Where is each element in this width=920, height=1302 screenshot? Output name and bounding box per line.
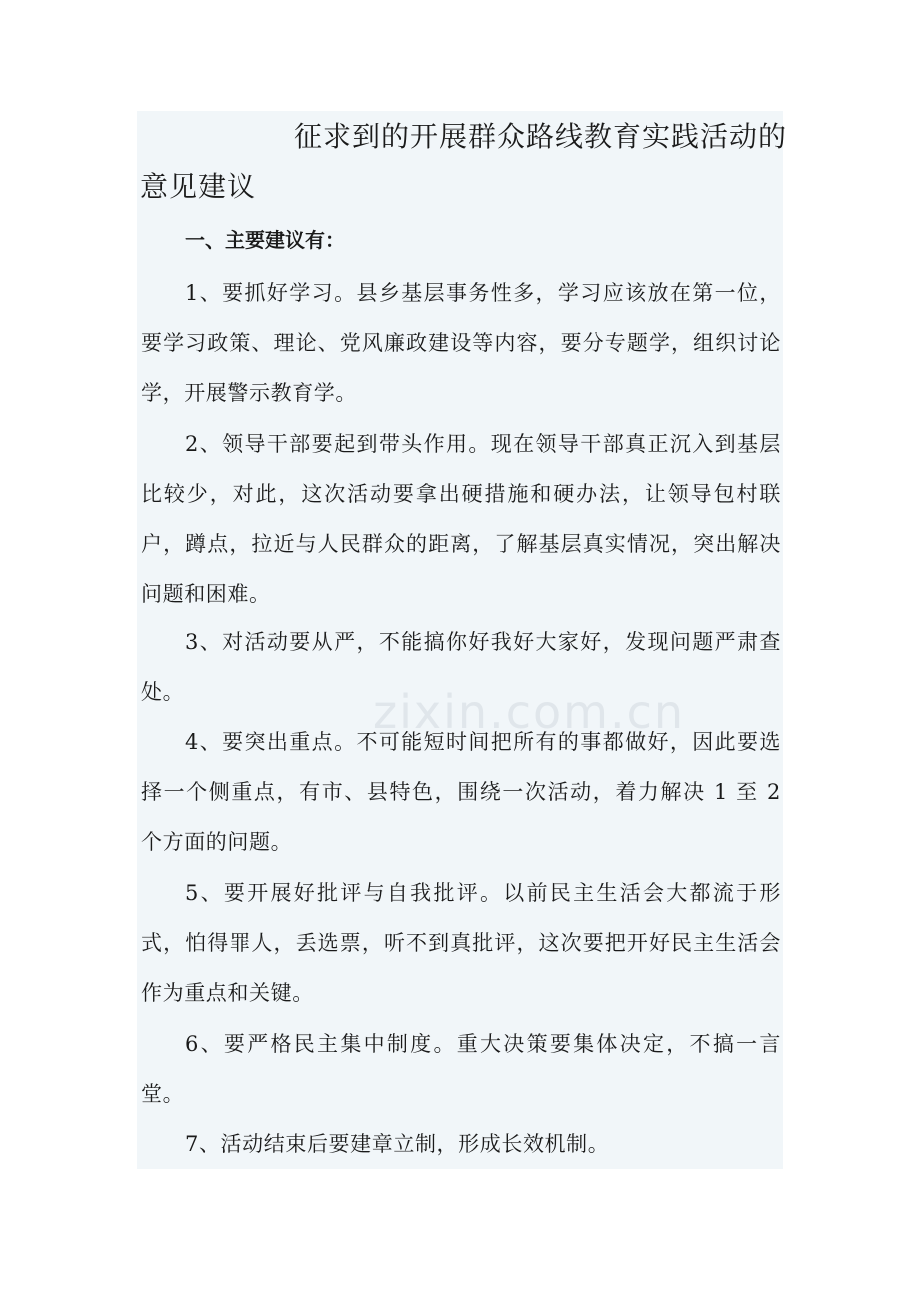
section-heading: 一、主要建议有： xyxy=(185,228,345,252)
watermark-text: zixin.com.cn xyxy=(373,685,686,739)
suggestion-paragraph-5: 5、要开展好批评与自我批评。以前民主生活会大都流于形式，怕得罪人，丢选票，听不到真批评，这次要把开好民主生活会作为重点和关键。 xyxy=(141,881,781,1005)
document-title-line-1: 征求到的开展群众路线教育实践活动的 xyxy=(294,120,788,153)
suggestion-paragraph-6: 6、要严格民主集中制度。重大决策要集体决定，不搞一言堂。 xyxy=(141,1032,781,1106)
suggestion-paragraph-1: 1、要抓好学习。县乡基层事务性多，学习应该放在第一位，要学习政策、理论、党风廉政建设等内容，要分专题学，组织讨论学，开展警示教育学。 xyxy=(141,281,781,405)
suggestion-paragraph-3: 3、对活动要从严，不能搞你好我好大家好，发现问题严肃查处。 xyxy=(141,630,781,704)
suggestion-paragraph-4: 4、要突出重点。不可能短时间把所有的事都做好，因此要选择一个侧重点，有市、县特色，围绕一次活动，着力解决 1 至 2 个方面的问题。 xyxy=(141,730,781,854)
suggestion-paragraph-2: 2、领导干部要起到带头作用。现在领导干部真正沉入到基层比较少，对此，这次活动要拿出硬措施和硬办法，让领导包村联户，蹲点，拉近与人民群众的距离，了解基层真实情况，突出解决问题和困难。 xyxy=(141,432,781,606)
document-title-line-2: 意见建议 xyxy=(140,170,257,203)
document-page xyxy=(137,111,788,1169)
suggestion-paragraph-7: 7、活动结束后要建章立制，形成长效机制。 xyxy=(185,1132,610,1156)
